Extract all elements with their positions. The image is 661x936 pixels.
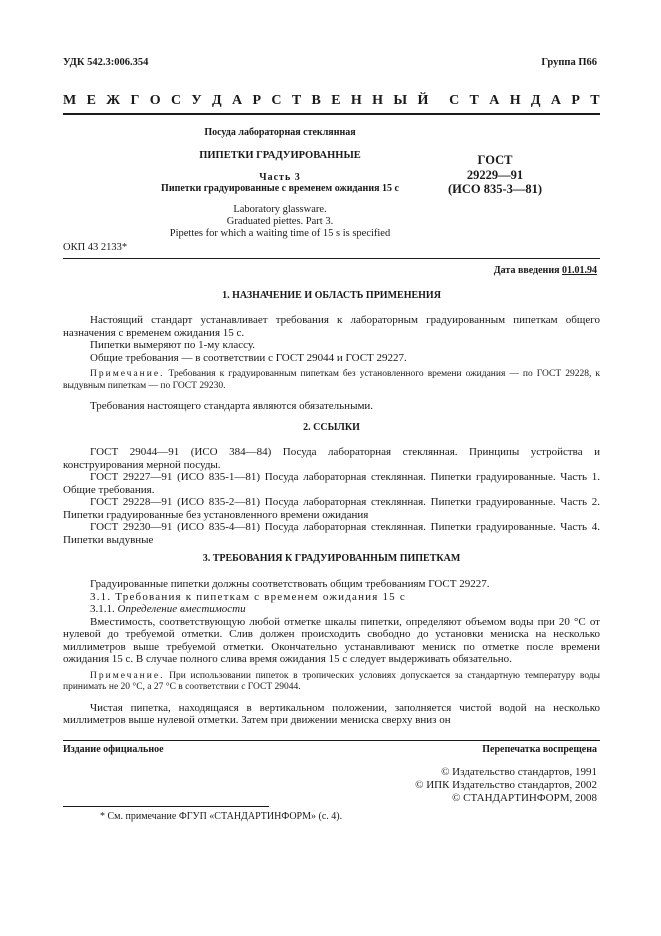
standard-type-heading <box>63 93 600 109</box>
gost-label: ГОСТ <box>477 153 513 167</box>
title-divider <box>63 258 600 259</box>
part-label: Часть 3 <box>259 172 301 183</box>
intro-date-value: 01.01.94 <box>562 265 597 276</box>
clause-title: Определение вместимости <box>117 603 246 615</box>
paragraph: Общие требования — в соответствии с ГОСТ 29044 и ГОСТ 29227. <box>90 351 407 364</box>
note-label: Примечание. <box>90 670 165 681</box>
subsection-heading: 3.1. Требования к пипеткам с временем ожидания 15 с <box>90 590 406 603</box>
intro-date-label: Дата введения <box>493 265 560 276</box>
section-1-body <box>63 314 600 413</box>
heading-letter: Т <box>469 93 479 108</box>
heading-letter: А <box>232 93 243 108</box>
heading-letter: Д <box>212 93 222 108</box>
english-title <box>115 204 445 240</box>
heading-letter: Й <box>417 93 429 108</box>
document-title: ПИПЕТКИ ГРАДУИРОВАННЫЕ <box>199 150 361 161</box>
okp-code: ОКП 43 2133* <box>63 242 128 253</box>
copyright-line: © СТАНДАРТИНФОРМ, 2008 <box>452 792 597 804</box>
heading-letter: О <box>149 93 161 108</box>
heading-letter: Н <box>350 93 362 108</box>
copyright-block <box>415 766 597 805</box>
paragraph: Вместимость, соответствующую любой отметке шкалы пипетки, определяют объемом воды при 20 °С от нулевой до требуемой отметки. Слив должен происходить свободно до установки мениска на несколько миллиметров выше требуемой отметки. Окончательно устанавливают мениск по отметке после времени ожидания 15 с. В случае полного слива время ожидания 15 с следует выдерживать обязательно. <box>63 615 600 665</box>
heading-letter: Т <box>590 93 600 108</box>
series-title: Посуда лабораторная стеклянная <box>204 127 356 138</box>
note-text: Требования к градуированным пипеткам без установленного времени ожидания — по ГОСТ 29228, к выдувным пипеткам — по ГОСТ 29230. <box>63 369 600 391</box>
iso-number: (ИСО 835-3—81) <box>447 182 543 196</box>
clause-number: 3.1.1. <box>90 603 115 615</box>
heading-letter: Н <box>509 93 521 108</box>
document-subtitle: Пипетки градуированные с временем ожидания 15 с <box>161 183 399 194</box>
intro-date <box>494 265 597 276</box>
heading-letter: С <box>271 93 282 108</box>
paragraph: Градуированные пипетки должны соответствовать общим требованиям ГОСТ 29227. <box>90 578 490 590</box>
heading-letter: Р <box>252 93 262 108</box>
heading-letter: У <box>191 93 202 108</box>
note <box>63 369 600 392</box>
header-divider <box>63 113 600 115</box>
section-3-heading: 3. ТРЕБОВАНИЯ К ГРАДУИРОВАННЫМ ПИПЕТКАМ <box>202 553 461 564</box>
reference: ГОСТ 29044—91 (ИСО 384—84) Посуда лабораторная стеклянная. Принципы устройства и конструирования мерной посуды. <box>63 446 600 471</box>
reprint-notice: Перепечатка воспрещена <box>482 744 597 755</box>
section-2-heading: 2. ССЫЛКИ <box>303 422 360 433</box>
heading-letter: А <box>489 93 500 108</box>
heading-letter: А <box>550 93 562 108</box>
heading-letter: В <box>311 93 321 108</box>
english-title-line: Graduated piettes. Part 3. <box>226 216 334 227</box>
paragraph: Требования настоящего стандарта являются обязательными. <box>90 400 374 412</box>
footnote: * См. примечание ФГУП «СТАНДАРТИНФОРМ» (с. 4). <box>100 811 343 822</box>
reference: ГОСТ 29228—91 (ИСО 835-2—81) Посуда лабораторная стеклянная. Пипетки градуированные. Часть 2. Пипетки градуированные без установленного времени ожидания <box>63 496 600 521</box>
paragraph: Чистая пипетка, находящаяся в вертикальном положении, заполняется чистой водой на несколько миллиметров выше нулевой отметки. Затем при движении мениска сверху вниз он <box>63 701 600 726</box>
paragraph: Настоящий стандарт устанавливает требования к лабораторным градуированным пипеткам общего назначения с временем ожидания 15 с. <box>63 314 600 339</box>
group-code: Группа П66 <box>541 57 597 68</box>
section-3-body <box>63 578 600 727</box>
heading-letter: С <box>449 93 460 108</box>
footer-divider <box>63 740 600 741</box>
note-label: Примечание. <box>90 369 165 379</box>
section-2-body <box>63 446 600 546</box>
copyright-line: © ИПК Издательство стандартов, 2002 <box>415 779 597 791</box>
heading-letter: С <box>170 93 182 108</box>
subsection-3-1-1 <box>63 603 600 616</box>
heading-letter: Ы <box>393 93 408 108</box>
heading-letter: М <box>63 93 77 108</box>
note-text: При использовании пипеток в тропических условиях допускается за стандартную температуру воды принимать не 20 °С, а 27 °С в соответствии с ГОСТ 29044. <box>63 670 601 692</box>
footnote-divider <box>63 806 269 807</box>
paragraph: Пипетки вымеряют по 1-му классу. <box>90 339 255 351</box>
english-title-line: Laboratory glassware. <box>233 204 327 215</box>
heading-letter: Ж <box>106 93 121 108</box>
reference: ГОСТ 29230—91 (ИСО 835-4—81) Посуда лабораторная стеклянная. Пипетки градуированные. Часть 4. Пипетки выдувные <box>63 521 600 546</box>
udc-code: УДК 542.3:006.354 <box>63 57 149 68</box>
official-edition: Издание официальное <box>63 744 164 755</box>
heading-letter: Г <box>130 93 140 108</box>
reference: ГОСТ 29227—91 (ИСО 835-1—81) Посуда лабораторная стеклянная. Пипетки градуированные. Часть 1. Общие требования. <box>63 471 600 496</box>
heading-letter: Е <box>86 93 96 108</box>
copyright-line: © Издательство стандартов, 1991 <box>441 766 597 778</box>
heading-letter: Д <box>530 93 541 108</box>
heading-letter: Р <box>571 93 580 108</box>
english-title-line: Pipettes for which a waiting time of 15 s is specified <box>169 228 391 239</box>
heading-letter: Т <box>291 93 302 108</box>
note <box>63 671 600 694</box>
gost-designation <box>430 153 560 197</box>
heading-letter: Е <box>331 93 341 108</box>
gost-number: 29229—91 <box>466 167 524 182</box>
heading-letter: Н <box>372 93 384 108</box>
section-1-heading: 1. НАЗНАЧЕНИЕ И ОБЛАСТЬ ПРИМЕНЕНИЯ <box>222 290 441 301</box>
